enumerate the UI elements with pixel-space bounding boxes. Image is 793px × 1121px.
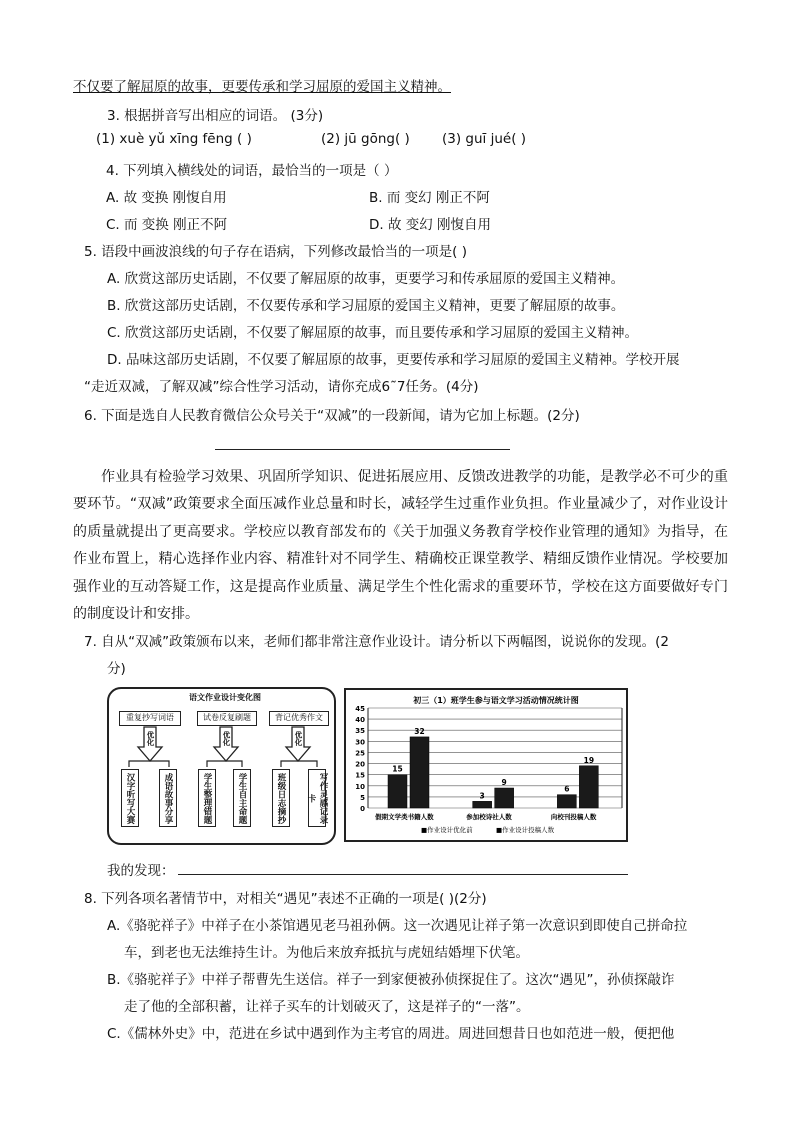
q7-stem-tail: 分): [107, 661, 126, 677]
bar-value-label: 3: [479, 791, 485, 801]
diagram-bottom-box-6: 写作灵感记录卡: [308, 769, 326, 827]
bar-2: [579, 766, 598, 808]
q8-option-b-line1: B.《骆驼祥子》中祥子帮曹先生送信。祥子一到家便被孙侦探捉住了。这次“遇见”，孙侦探敲诈: [107, 972, 675, 988]
legend-series-2: ■作业设计投稿人数: [496, 826, 555, 834]
bar-1: [473, 801, 492, 808]
bar-value-label: 32: [414, 726, 425, 736]
q5-option-a: A. 欣赏这部历史话剧，不仅要了解屈原的故事，更要学习和传承屈原的爱国主义精神。: [107, 271, 625, 287]
q8-stem: 8. 下列各项名著情节中，对相关“遇见”表述不正确的一项是( )(2分): [84, 891, 487, 907]
diagram-title: 语文作业设计变化图: [189, 693, 261, 702]
diagram-arrows: [109, 689, 334, 843]
diagram-arrow-label-2: 优化: [222, 731, 231, 746]
q3-item-1: (1) xuè yǔ xīng fēng ( ): [96, 131, 252, 147]
q4-stem: 4. 下列填入横线处的词语，最恰当的一项是（ ）: [106, 163, 398, 179]
y-tick-label: 10: [355, 782, 365, 791]
chart-canvas: [346, 690, 626, 840]
q5-option-c: C. 欣赏这部历史话剧，不仅要了解屈原的故事，而且要传承和学习屈原的爱国主义精神。: [107, 325, 639, 341]
q8-option-c-line1: C.《儒林外史》中，范进在乡试中遇到作为主考官的周进。周进回想昔日也如范进一般，便把他: [107, 1026, 675, 1042]
q6-stem: 6. 下面是选自人民教育微信公众号关于“双减”的一段新闻，请为它加上标题。(2分): [84, 408, 580, 424]
x-category-label: 假期文学类书籍人数: [375, 813, 434, 821]
y-tick-label: 20: [355, 760, 365, 769]
y-tick-label: 45: [355, 705, 365, 713]
x-category-label: 向校刊投稿人数: [550, 813, 597, 821]
q4-option-a: A. 故 变换 刚愎自用: [106, 190, 227, 206]
finding-label: 我的发现：: [107, 863, 175, 879]
y-tick-label: 40: [355, 716, 365, 725]
q8-option-a-line2: 车，到老也无法维持生计。为他后来放弃抵抗与虎妞结婚埋下伏笔。: [124, 945, 529, 961]
top-line: 不仅要了解屈原的故事，更要传承和学习屈原的爱国主义精神。: [73, 79, 451, 95]
q5-option-b: B. 欣赏这部历史话剧，不仅要传承和学习屈原的爱国主义精神，更要了解屈原的故事。: [107, 298, 625, 314]
diagram-top-box-2: 试卷反复刷题: [197, 711, 257, 726]
chart-title: 初三（1）班学生参与语文学习活动情况统计图: [413, 696, 579, 705]
finding-answer-blank[interactable]: [178, 874, 628, 875]
bar-2: [410, 737, 429, 808]
q5-option-d: D. 品味这部历史话剧，不仅要了解屈原的故事，更要传承和学习屈原的爱国主义精神。学校开展: [107, 352, 680, 368]
y-tick-label: 30: [355, 738, 365, 747]
diagram-arrow-label-3: 优化: [294, 731, 303, 746]
activity-bar-chart: [344, 688, 628, 842]
bar-1: [557, 795, 576, 808]
q6-news-paragraph: 作业具有检验学习效果、巩固所学知识、促进拓展应用、反馈改进教学的功能，是教学必不可少的重要环节。“双减”政策要求全面压减作业总量和时长，减轻学生过重作业负担。作业量减少了，对作业设计的质量就提出了更高要求。学校应以教育部发布的《关于加强义务教育学校作业管理的通知》为指导，在作业布置上，精心选择作业内容、精准针对不同学生、精确校正课堂教学、精细反馈作业情况。学校要加强作业的互动答疑工作，这是提高作业质量、满足学生个性化需求的重要环节，学校在这方面要做好专门的制度设计和安排。: [73, 469, 728, 623]
q3-item-2: (2) jū gōng( ): [321, 131, 410, 147]
bar-1: [388, 775, 407, 808]
q4-option-d: D. 故 变幻 刚愎自用: [369, 217, 492, 233]
diagram-bottom-box-3: 学生整理错题: [198, 769, 216, 827]
q7-stem: 7. 自从“双减”政策颁布以来，老师们都非常注意作业设计。请分析以下两幅图，说说你的发现。(2: [84, 634, 670, 650]
homework-design-diagram: [107, 687, 336, 845]
y-tick-label: 35: [355, 727, 365, 736]
diagram-bottom-box-1: 汉字听写大赛: [121, 769, 139, 827]
diagram-arrow-label-1: 优化: [146, 731, 155, 746]
bar-value-label: 9: [501, 778, 507, 787]
y-tick-label: 0: [360, 805, 365, 813]
bar-2: [495, 788, 514, 808]
q6-title-blank[interactable]: [215, 449, 510, 450]
diagram-bottom-box-5: 班级日志摘抄: [272, 769, 290, 827]
q4-option-b: B. 而 变幻 刚正不阿: [369, 190, 490, 206]
bar-value-label: 19: [583, 755, 595, 765]
q8-option-a-line1: A.《骆驼祥子》中祥子在小茶馆遇见老马祖孙俩。这一次遇见让祥子第一次意识到即使自己拼命拉: [107, 918, 688, 934]
q3-item-3: (3) guī jué( ): [442, 131, 527, 147]
bar-value-label: 6: [564, 784, 570, 794]
diagram-bottom-box-4: 学生自主命题: [233, 769, 251, 827]
legend-series-1: ■作业设计优化前: [421, 826, 473, 834]
y-tick-label: 25: [355, 749, 365, 758]
diagram-top-box-1: 重复抄写词语: [119, 711, 181, 726]
y-tick-label: 5: [360, 793, 365, 802]
diagram-top-box-3: 背记优秀作文: [269, 711, 329, 726]
x-category-label: 参加校诗社人数: [466, 813, 512, 821]
q3-stem: 3. 根据拼音写出相应的词语。 (3分): [107, 108, 324, 124]
bar-value-label: 15: [392, 764, 403, 774]
q5-stem: 5. 语段中画波浪线的句子存在语病，下列修改最恰当的一项是( ): [84, 244, 467, 260]
q5-tail: “走近双减，了解双减”综合性学习活动，请你充成6˜7任务。(4分): [84, 379, 479, 395]
q8-option-b-line2: 走了他的全部积蓄，让祥子买车的计划破灭了，这是祥子的“一落”。: [124, 999, 530, 1015]
diagram-bottom-box-2: 成语故事分享: [159, 769, 177, 827]
q4-option-c: C. 而 变换 刚正不阿: [106, 217, 228, 233]
y-tick-label: 15: [355, 771, 365, 780]
